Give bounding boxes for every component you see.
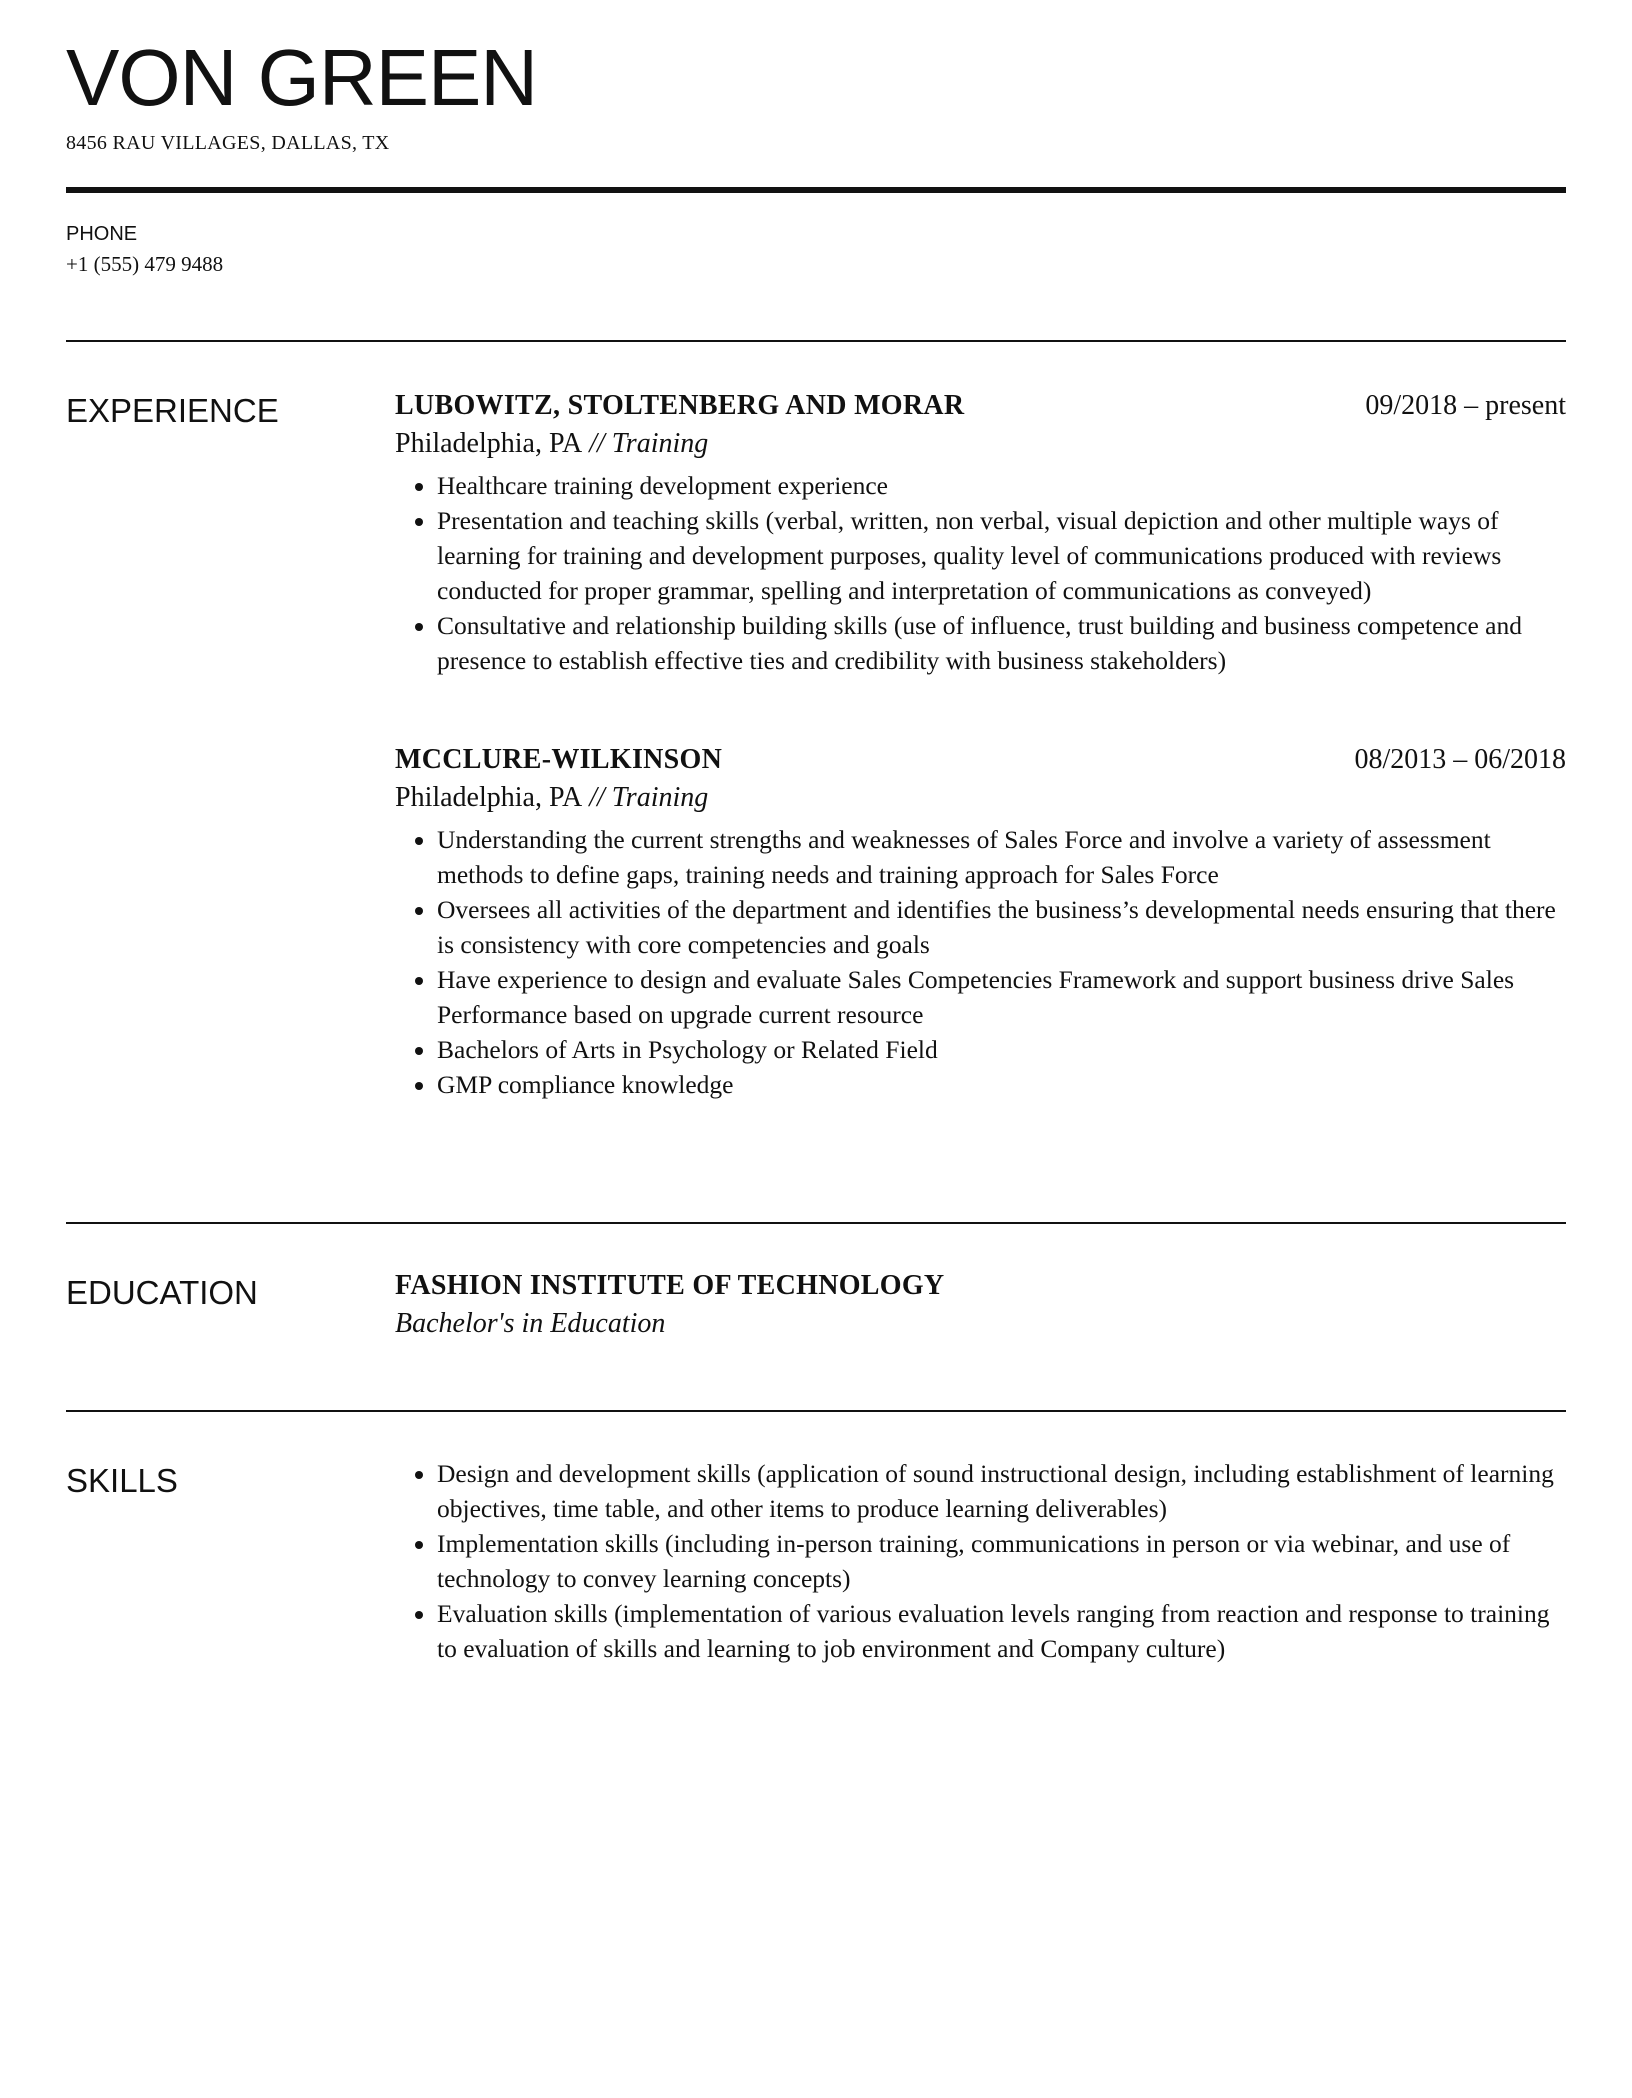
experience-heading: EXPERIENCE [66, 392, 279, 429]
candidate-name: VON GREEN [66, 33, 538, 122]
experience-section [66, 342, 1566, 1222]
job-location [395, 428, 1566, 460]
job-header [395, 744, 1566, 776]
phone-label: PHONE [66, 223, 138, 245]
list-item: • Presentation and teaching skills (verbal, written, non verbal, visual depiction and other multiple ways of learning for training and development purposes, quality level of communications produced with reviews conducted for proper grammar, spelling and interpretation of communications as conveyed) [437, 503, 1566, 608]
header-divider [66, 187, 1566, 193]
degree: Bachelor's in Education [395, 1308, 666, 1339]
list-item: • Understanding the current strengths and weaknesses of Sales Force and involve a variety of assessment methods to define gaps, training needs and training approach for Sales Force [437, 822, 1566, 892]
job-entry [395, 390, 1566, 678]
skills-body [395, 1456, 1566, 1666]
list-item: • Design and development skills (application of sound instructional design, including establishment of learning objectives, time table, and other items to produce learning deliverables) [437, 1456, 1566, 1526]
candidate-address: 8456 RAU VILLAGES, DALLAS, TX [66, 132, 390, 154]
experience-body [395, 390, 1566, 1102]
job-separator: // [582, 782, 612, 813]
job-dates: 09/2018 – present [1365, 390, 1566, 421]
job-header [395, 390, 1566, 422]
job-separator: // [582, 428, 612, 459]
company-name: MCCLURE-WILKINSON [395, 744, 723, 775]
skills-list [395, 1456, 1566, 1666]
education-heading: EDUCATION [66, 1274, 258, 1311]
resume-page [66, 0, 1566, 1812]
school-name: FASHION INSTITUTE OF TECHNOLOGY [395, 1270, 945, 1301]
job-role: Training [611, 428, 709, 459]
list-item: • Have experience to design and evaluate Sales Competencies Framework and support business drive Sales Performance based on upgrade current resource [437, 962, 1566, 1032]
job-dates: 08/2013 – 06/2018 [1354, 744, 1566, 775]
phone-value: +1 (555) 479 9488 [66, 252, 224, 276]
company-name: LUBOWITZ, STOLTENBERG AND MORAR [395, 390, 965, 421]
education-section [66, 1224, 1566, 1410]
list-item: • GMP compliance knowledge [437, 1067, 1566, 1102]
list-item: • Oversees all activities of the department and identifies the business’s developmental needs ensuring that there is consistency with core competencies and goals [437, 892, 1566, 962]
skills-section [66, 1412, 1566, 1812]
job-location [395, 782, 1566, 814]
job-role: Training [611, 782, 709, 813]
list-item: • Consultative and relationship building skills (use of influence, trust building and business competence and presence to establish effective ties and credibility with business stakeholders) [437, 608, 1566, 678]
list-item: • Evaluation skills (implementation of various evaluation levels ranging from reaction and response to training to evaluation of skills and learning to job environment and Company culture) [437, 1596, 1566, 1666]
job-entry [395, 744, 1566, 1102]
job-city: Philadelphia, PA [395, 782, 583, 813]
list-item: • Implementation skills (including in-person training, communications in person or via webinar, and use of technology to convey learning concepts) [437, 1526, 1566, 1596]
skills-heading: SKILLS [66, 1462, 178, 1499]
list-item: • Bachelors of Arts in Psychology or Related Field [437, 1032, 1566, 1067]
job-city: Philadelphia, PA [395, 428, 583, 459]
job-bullets [395, 822, 1566, 1102]
education-body [395, 1270, 1566, 1340]
job-bullets [395, 468, 1566, 678]
list-item: • Healthcare training development experience [437, 468, 1566, 503]
